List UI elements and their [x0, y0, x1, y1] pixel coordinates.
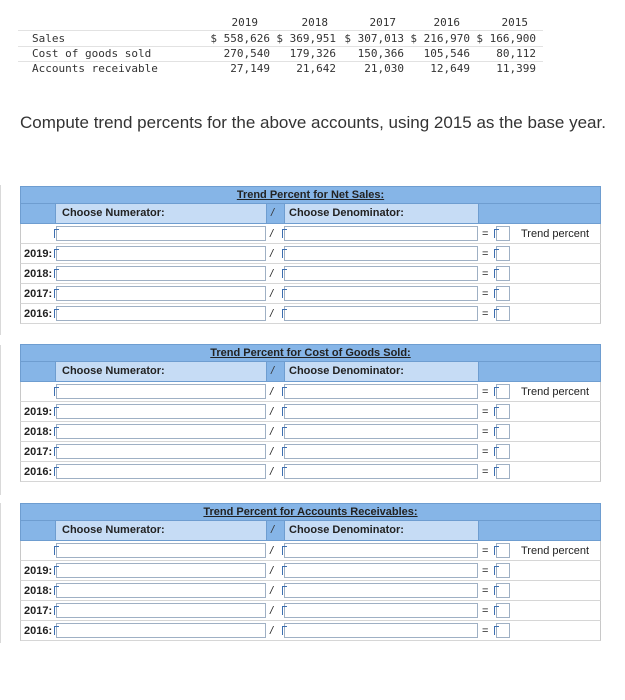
numerator-input[interactable]	[56, 543, 266, 558]
input-corner-marker	[282, 546, 287, 555]
row-label-ar: Accounts receivable	[32, 62, 158, 75]
input-corner-marker	[54, 467, 59, 476]
denominator-input[interactable]	[284, 563, 478, 578]
numerator-header: Choose Numerator:	[62, 207, 165, 219]
year-header: 2017	[369, 16, 396, 29]
divide-symbol: /	[270, 248, 274, 260]
year-row	[20, 621, 601, 641]
input-corner-marker	[54, 387, 59, 396]
equals-symbol: =	[482, 248, 489, 260]
input-corner-marker	[54, 626, 59, 635]
section-column-headers	[20, 362, 601, 382]
divide-symbol: /	[270, 406, 274, 418]
numerator-input[interactable]	[56, 246, 266, 261]
input-corner-marker	[282, 626, 287, 635]
row-label-sales: Sales	[32, 32, 66, 45]
equals-symbol: =	[482, 288, 489, 300]
ar-2016: 12,649	[430, 62, 470, 75]
numerator-input[interactable]	[56, 226, 266, 241]
year-label: 2017:	[24, 605, 53, 617]
year-header: 2018	[301, 16, 328, 29]
year-label: 2017:	[24, 446, 53, 458]
input-corner-marker	[54, 566, 59, 575]
page-edge-divider	[0, 345, 1, 495]
year-row	[20, 561, 601, 581]
input-corner-marker	[54, 407, 59, 416]
input-corner-marker	[494, 407, 499, 416]
year-label: 2019:	[24, 406, 53, 418]
numerator-input[interactable]	[56, 464, 266, 479]
numerator-input[interactable]	[56, 266, 266, 281]
input-corner-marker	[494, 249, 499, 258]
equals-symbol: =	[482, 605, 489, 617]
cogs-2015: 80,112	[496, 47, 536, 60]
equals-symbol: =	[482, 545, 489, 557]
equals-symbol: =	[482, 386, 489, 398]
divide-symbol: /	[270, 308, 274, 320]
input-corner-marker	[54, 447, 59, 456]
label-row	[20, 541, 601, 561]
input-corner-marker	[282, 309, 287, 318]
input-corner-marker	[54, 606, 59, 615]
numerator-input[interactable]	[56, 563, 266, 578]
divide-symbol: /	[270, 446, 274, 458]
denominator-input[interactable]	[284, 603, 478, 618]
section-title: Trend Percent for Accounts Receivables:	[203, 506, 418, 518]
label-row	[20, 382, 601, 402]
numerator-header-cell	[55, 204, 267, 223]
financial-data-table	[0, 14, 625, 78]
denominator-header: Choose Denominator:	[289, 524, 404, 536]
cogs-2017: 150,366	[357, 47, 404, 60]
equals-symbol: =	[482, 228, 489, 240]
input-corner-marker	[282, 586, 287, 595]
section-column-headers	[20, 204, 601, 224]
sales-2018: $ 369,951	[276, 32, 336, 45]
denominator-input[interactable]	[284, 444, 478, 459]
numerator-input[interactable]	[56, 583, 266, 598]
divide-symbol: /	[270, 625, 274, 637]
year-row	[20, 581, 601, 601]
section-title: Trend Percent for Net Sales:	[236, 189, 385, 201]
year-header: 2015	[501, 16, 528, 29]
input-corner-marker	[54, 289, 59, 298]
trend-percent-label: Trend percent	[521, 386, 590, 398]
year-row	[20, 442, 601, 462]
input-corner-marker	[494, 546, 499, 555]
denominator-input[interactable]	[284, 306, 478, 321]
year-label: 2018:	[24, 268, 53, 280]
input-corner-marker	[494, 387, 499, 396]
sales-2019: $ 558,626	[210, 32, 270, 45]
denominator-input[interactable]	[284, 266, 478, 281]
equals-symbol: =	[482, 585, 489, 597]
input-corner-marker	[494, 427, 499, 436]
denominator-input[interactable]	[284, 384, 478, 399]
divide-symbol: /	[271, 207, 275, 219]
section-title-bar	[20, 186, 601, 204]
section-column-headers	[20, 521, 601, 541]
section-title-bar	[20, 503, 601, 521]
input-corner-marker	[282, 427, 287, 436]
divide-symbol: /	[271, 524, 275, 536]
year-row	[20, 601, 601, 621]
numerator-input[interactable]	[56, 306, 266, 321]
year-label: 2016:	[24, 625, 53, 637]
numerator-input[interactable]	[56, 404, 266, 419]
cogs-2019: 270,540	[223, 47, 270, 60]
denominator-input[interactable]	[284, 583, 478, 598]
input-corner-marker	[282, 407, 287, 416]
page-edge-divider	[0, 503, 1, 643]
page-edge-divider	[0, 185, 1, 335]
input-corner-marker	[282, 269, 287, 278]
year-row	[20, 304, 601, 324]
row-label-cogs: Cost of goods sold	[32, 47, 152, 60]
input-corner-marker	[54, 269, 59, 278]
denominator-input[interactable]	[284, 286, 478, 301]
denominator-input[interactable]	[284, 623, 478, 638]
year-label: 2019:	[24, 565, 53, 577]
input-corner-marker	[494, 467, 499, 476]
denominator-input[interactable]	[284, 226, 478, 241]
input-corner-marker	[282, 467, 287, 476]
denominator-input[interactable]	[284, 246, 478, 261]
input-corner-marker	[54, 249, 59, 258]
year-row	[20, 422, 601, 442]
denominator-header-cell	[284, 204, 479, 223]
input-corner-marker	[282, 566, 287, 575]
input-corner-marker	[54, 546, 59, 555]
numerator-header-cell	[55, 521, 267, 540]
denominator-input[interactable]	[284, 424, 478, 439]
divide-symbol: /	[270, 585, 274, 597]
divide-symbol: /	[270, 268, 274, 280]
year-label: 2016:	[24, 308, 53, 320]
equals-symbol: =	[482, 446, 489, 458]
input-corner-marker	[54, 427, 59, 436]
year-row	[20, 284, 601, 304]
table-divider	[18, 30, 543, 31]
section-title: Trend Percent for Cost of Goods Sold:	[210, 347, 411, 359]
input-corner-marker	[54, 586, 59, 595]
year-header: 2019	[231, 16, 258, 29]
year-label: 2019:	[24, 248, 53, 260]
input-corner-marker	[494, 606, 499, 615]
input-corner-marker	[494, 269, 499, 278]
year-label: 2017:	[24, 288, 53, 300]
input-corner-marker	[494, 586, 499, 595]
sales-2017: $ 307,013	[344, 32, 404, 45]
divide-symbol: /	[270, 565, 274, 577]
input-corner-marker	[282, 447, 287, 456]
input-corner-marker	[282, 606, 287, 615]
year-row	[20, 264, 601, 284]
numerator-input[interactable]	[56, 603, 266, 618]
label-row	[20, 224, 601, 244]
input-corner-marker	[54, 309, 59, 318]
cogs-2016: 105,546	[423, 47, 470, 60]
ar-2019: 27,149	[230, 62, 270, 75]
section-title-bar	[20, 344, 601, 362]
ar-2018: 21,642	[296, 62, 336, 75]
year-label: 2018:	[24, 585, 53, 597]
input-corner-marker	[282, 229, 287, 238]
numerator-input[interactable]	[56, 623, 266, 638]
numerator-header: Choose Numerator:	[62, 365, 165, 377]
input-corner-marker	[54, 229, 59, 238]
cogs-2018: 179,326	[289, 47, 336, 60]
question-text: Compute trend percents for the above accounts, using 2015 as the base year.	[20, 113, 606, 132]
divide-symbol: /	[270, 605, 274, 617]
equals-symbol: =	[482, 625, 489, 637]
equals-symbol: =	[482, 426, 489, 438]
divide-symbol: /	[270, 426, 274, 438]
equals-symbol: =	[482, 565, 489, 577]
year-header: 2016	[433, 16, 460, 29]
trend-percent-label: Trend percent	[521, 545, 590, 557]
denominator-header: Choose Denominator:	[289, 365, 404, 377]
denominator-input[interactable]	[284, 543, 478, 558]
divide-symbol: /	[270, 545, 274, 557]
numerator-input[interactable]	[56, 384, 266, 399]
equals-symbol: =	[482, 268, 489, 280]
trend-percent-label: Trend percent	[521, 228, 590, 240]
year-label: 2016:	[24, 466, 53, 478]
year-label: 2018:	[24, 426, 53, 438]
input-corner-marker	[282, 289, 287, 298]
input-corner-marker	[494, 229, 499, 238]
numerator-input[interactable]	[56, 444, 266, 459]
denominator-input[interactable]	[284, 404, 478, 419]
input-corner-marker	[282, 387, 287, 396]
equals-symbol: =	[482, 466, 489, 478]
input-corner-marker	[494, 447, 499, 456]
ar-2015: 11,399	[496, 62, 536, 75]
input-corner-marker	[282, 249, 287, 258]
divide-symbol: /	[270, 466, 274, 478]
year-row	[20, 462, 601, 482]
equals-symbol: =	[482, 308, 489, 320]
divide-symbol: /	[270, 228, 274, 240]
ar-2017: 21,030	[364, 62, 404, 75]
sales-2016: $ 216,970	[410, 32, 470, 45]
numerator-input[interactable]	[56, 286, 266, 301]
input-corner-marker	[494, 566, 499, 575]
numerator-header: Choose Numerator:	[62, 524, 165, 536]
sales-2015: $ 166,900	[476, 32, 536, 45]
divide-symbol: /	[270, 386, 274, 398]
numerator-header-cell	[55, 362, 267, 381]
equals-symbol: =	[482, 406, 489, 418]
year-row	[20, 402, 601, 422]
input-corner-marker	[494, 289, 499, 298]
denominator-header-cell	[284, 362, 479, 381]
denominator-header-cell	[284, 521, 479, 540]
divide-symbol: /	[270, 288, 274, 300]
denominator-input[interactable]	[284, 464, 478, 479]
input-corner-marker	[494, 309, 499, 318]
denominator-header: Choose Denominator:	[289, 207, 404, 219]
input-corner-marker	[494, 626, 499, 635]
divide-symbol: /	[271, 365, 275, 377]
numerator-input[interactable]	[56, 424, 266, 439]
year-row	[20, 244, 601, 264]
